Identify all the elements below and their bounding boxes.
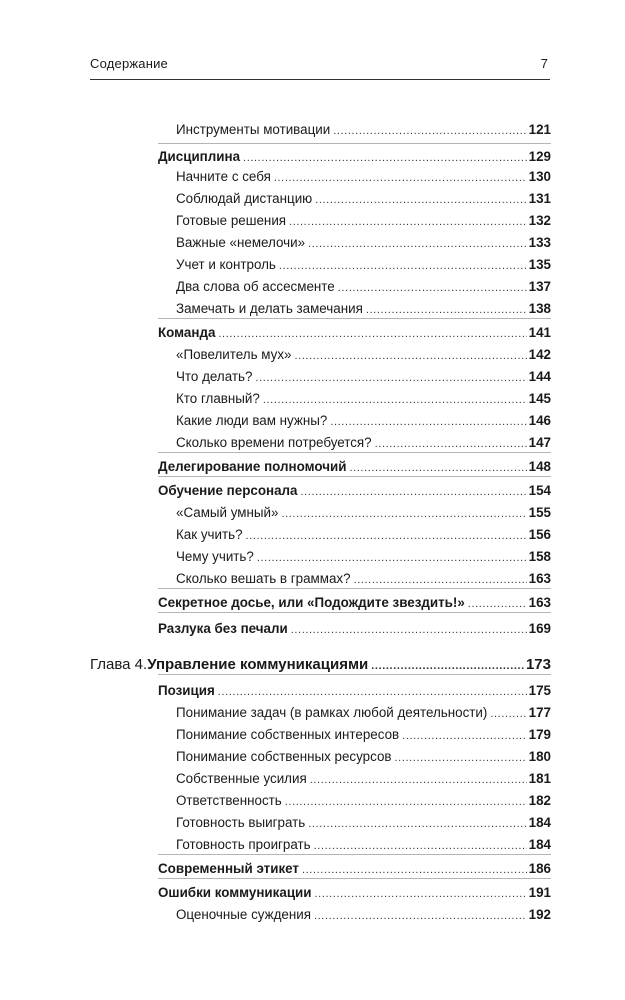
toc-page-number: 179 (528, 727, 551, 742)
toc-page-number: 138 (528, 301, 551, 316)
dot-leader (285, 793, 527, 811)
section-divider (158, 674, 551, 675)
toc-subsection (176, 212, 551, 231)
toc-entry-title: Собственные усилия (176, 771, 307, 786)
toc-page-number: 182 (528, 793, 551, 808)
toc-page-number: 146 (528, 413, 551, 428)
toc-entry-title: Позиция (158, 683, 215, 698)
dot-leader (349, 459, 526, 477)
toc-entry-title: «Повелитель мух» (176, 347, 292, 362)
toc-entry-title: Сколько времени потребуется? (176, 435, 372, 450)
toc-page-number: 184 (528, 837, 551, 852)
toc-page-number: 130 (528, 169, 551, 184)
dot-leader (291, 621, 527, 639)
toc-entry-title: Замечать и делать замечания (176, 301, 363, 316)
dot-leader (468, 595, 527, 613)
toc-page-number: 135 (528, 257, 551, 272)
dot-leader (243, 149, 527, 167)
toc-subsection (176, 368, 551, 387)
toc-page-number: 177 (528, 705, 551, 720)
toc-entry-title: Готовность проиграть (176, 837, 311, 852)
toc-entry-title: Учет и контроль (176, 257, 276, 272)
toc-subsection (176, 121, 551, 140)
toc-page-number: 154 (528, 483, 551, 498)
dot-leader (330, 413, 526, 431)
toc-page-number: 156 (528, 527, 551, 542)
toc-subsection (176, 412, 551, 431)
section-divider (158, 143, 551, 144)
toc-entry-title: Секретное досье, или «Подождите звездить!» (158, 595, 465, 610)
toc-page-number: 158 (528, 549, 551, 564)
toc-page-number: 173 (525, 656, 551, 673)
toc-page-number: 186 (528, 861, 551, 876)
toc-page-number: 141 (528, 325, 551, 340)
toc-entry-title: Понимание задач (в рамках любой деятельности) (176, 705, 488, 720)
toc-subsection (176, 548, 551, 567)
dot-leader (274, 169, 527, 187)
toc-page-number: 144 (528, 369, 551, 384)
dot-leader (314, 907, 527, 925)
toc-subsection (176, 168, 551, 187)
toc-page-number: 180 (528, 749, 551, 764)
toc-page-number: 148 (528, 459, 551, 474)
dot-leader (333, 122, 526, 140)
toc-subsection (176, 390, 551, 409)
toc-page-number: 191 (528, 885, 551, 900)
toc-page-number: 137 (528, 279, 551, 294)
dot-leader (255, 369, 526, 387)
toc-page-number: 155 (528, 505, 551, 520)
toc-page-number: 175 (528, 683, 551, 698)
toc-entry-title: Сколько вешать в граммах? (176, 571, 351, 586)
toc-entry-title: Два слова об ассесменте (176, 279, 335, 294)
toc-page-number: 145 (528, 391, 551, 406)
toc-entry-title: Понимание собственных интересов (176, 727, 400, 742)
toc-entry-title: Готовность выиграть (176, 815, 306, 830)
section-divider (158, 588, 551, 589)
toc-entry-title: Начните с себя (176, 169, 271, 184)
dot-leader (315, 885, 527, 903)
toc-entry-title: Какие люди вам нужны? (176, 413, 328, 428)
toc-section (158, 148, 551, 167)
dot-leader (302, 861, 527, 879)
toc-section (158, 620, 551, 639)
toc-subsection (176, 526, 551, 545)
toc-entry-title: Обучение персонала (158, 483, 298, 498)
dot-leader (218, 683, 527, 701)
dot-leader (402, 727, 527, 745)
toc-page-number: 192 (528, 907, 551, 922)
toc-subsection (176, 792, 551, 811)
toc-entry-title: Ошибки коммуникации (158, 885, 312, 900)
dot-leader (366, 301, 527, 319)
toc-page-number: 121 (528, 122, 551, 137)
toc-subsection (176, 234, 551, 253)
toc-subsection (176, 906, 551, 925)
dot-leader (395, 749, 527, 767)
section-divider (158, 612, 551, 613)
dot-leader (246, 527, 527, 545)
toc-section (158, 482, 551, 501)
toc-entry-title: Инструменты мотивации (176, 122, 331, 137)
toc-entry-title: Оценочные суждения (176, 907, 311, 922)
header-page-number: 7 (540, 56, 548, 71)
toc-entry-title: Разлука без печали (158, 621, 288, 636)
toc-subsection (176, 814, 551, 833)
dot-leader (310, 771, 527, 789)
dot-leader (338, 279, 527, 297)
dot-leader (218, 325, 526, 343)
toc-section (158, 594, 551, 613)
dot-leader (279, 257, 527, 275)
dot-leader (490, 705, 526, 723)
toc-entry-title: Команда (158, 325, 216, 340)
toc-page-number: 133 (528, 235, 551, 250)
dot-leader (314, 837, 527, 855)
dot-leader (375, 435, 527, 453)
toc-entry-title: Готовые решения (176, 213, 287, 228)
toc-subsection (176, 504, 551, 523)
dot-leader (294, 347, 526, 365)
toc-entry-title: Современный этикет (158, 861, 299, 876)
section-divider (158, 318, 551, 319)
dot-leader (281, 505, 526, 523)
toc-subsection (176, 726, 551, 745)
section-divider (158, 878, 551, 879)
header-title: Содержание (90, 56, 168, 71)
toc-subsection (176, 770, 551, 789)
dot-leader (315, 191, 526, 209)
toc-page-number: 132 (528, 213, 551, 228)
toc-subsection (176, 434, 551, 453)
section-divider (158, 476, 551, 477)
dot-leader (308, 235, 527, 253)
toc-page-number: 181 (528, 771, 551, 786)
toc-subsection (176, 836, 551, 855)
toc-entry-title: Что делать? (176, 369, 253, 384)
toc-entry-title: «Самый умный» (176, 505, 279, 520)
dot-leader (289, 213, 527, 231)
toc-subsection (176, 346, 551, 365)
toc-section (158, 884, 551, 903)
toc-subsection (176, 256, 551, 275)
toc-section (158, 860, 551, 879)
toc-entry-title: Делегирование полномочий (158, 459, 347, 474)
toc-section (158, 458, 551, 477)
toc-entry-title: Как учить? (176, 527, 243, 542)
toc-page-number: 163 (528, 571, 551, 586)
toc-page-number: 131 (528, 191, 551, 206)
toc-page-number: 184 (528, 815, 551, 830)
toc-page-number: 163 (528, 595, 551, 610)
toc-section (158, 682, 551, 701)
toc-page-number: 147 (528, 435, 551, 450)
toc-subsection (176, 570, 551, 589)
toc-entry-title: Управление коммуникациями (147, 656, 369, 673)
dot-leader (308, 815, 526, 833)
dot-leader (371, 657, 524, 675)
toc-entry-title: Ответственность (176, 793, 282, 808)
toc-page-number: 129 (528, 149, 551, 164)
toc-section (158, 324, 551, 343)
toc-page-number: 142 (528, 347, 551, 362)
toc-subsection (176, 278, 551, 297)
toc-subsection (176, 748, 551, 767)
toc-subsection (176, 300, 551, 319)
toc-subsection (176, 704, 551, 723)
toc-subsection (176, 190, 551, 209)
section-divider (158, 452, 551, 453)
toc-entry-title: Важные «немелочи» (176, 235, 306, 250)
toc-entry-title: Соблюдай дистанцию (176, 191, 313, 206)
section-divider (158, 854, 551, 855)
toc-chapter (90, 656, 551, 675)
dot-leader (354, 571, 527, 589)
toc-page-number: 169 (528, 621, 551, 636)
toc-entry-title: Понимание собственных ресурсов (176, 749, 392, 764)
dot-leader (257, 549, 527, 567)
chapter-number: Глава 4. (90, 656, 148, 673)
toc-entry-title: Дисциплина (158, 149, 241, 164)
toc-entry-title: Чему учить? (176, 549, 254, 564)
dot-leader (263, 391, 527, 409)
toc-entry-title: Кто главный? (176, 391, 260, 406)
dot-leader (301, 483, 527, 501)
